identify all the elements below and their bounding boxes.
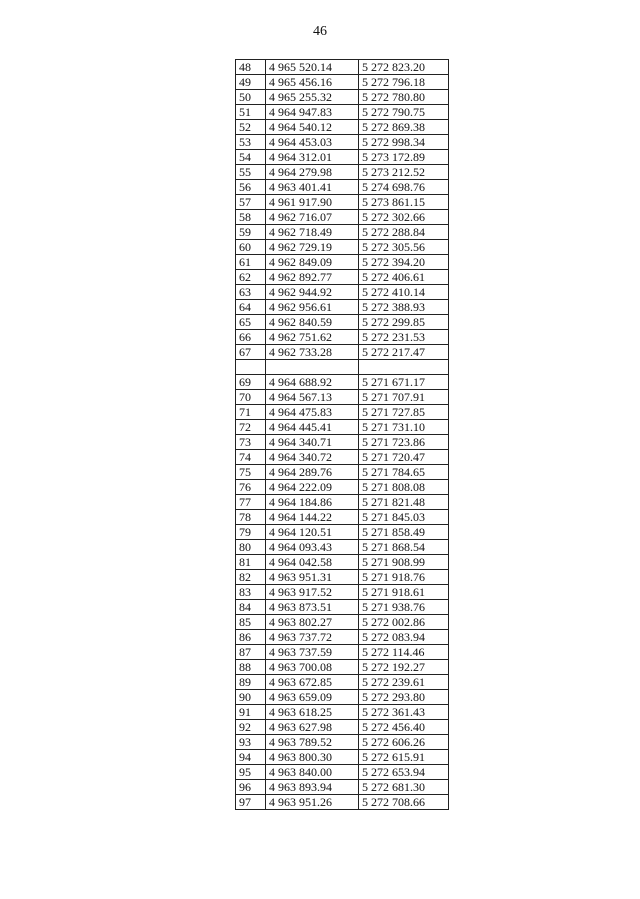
table-row [236,750,449,765]
x-coordinate-cell: 4 964 144.22 [266,510,359,525]
y-coordinate-cell: 5 271 784.65 [359,465,449,480]
table-row [236,570,449,585]
x-coordinate-cell: 4 963 951.31 [266,570,359,585]
y-coordinate-cell: 5 271 821.48 [359,495,449,510]
y-coordinate-cell: 5 272 288.84 [359,225,449,240]
point-number-cell: 55 [236,165,266,180]
point-number-cell: 69 [236,375,266,390]
table-row [236,540,449,555]
y-coordinate-cell: 5 271 723.86 [359,435,449,450]
y-coordinate-cell: 5 271 868.54 [359,540,449,555]
table-row [236,450,449,465]
point-number-cell: 48 [236,60,266,75]
table-row [236,135,449,150]
point-number-cell: 65 [236,315,266,330]
y-coordinate-cell: 5 272 615.91 [359,750,449,765]
point-number-cell: 71 [236,405,266,420]
point-number-cell: 81 [236,555,266,570]
x-coordinate-cell: 4 964 279.98 [266,165,359,180]
x-coordinate-cell: 4 964 120.51 [266,525,359,540]
point-number-cell: 63 [236,285,266,300]
y-coordinate-cell: 5 272 305.56 [359,240,449,255]
table-row [236,630,449,645]
table-row [236,525,449,540]
x-coordinate-cell: 4 963 627.98 [266,720,359,735]
table-row [236,90,449,105]
point-number-cell: 89 [236,675,266,690]
y-coordinate-cell: 5 272 394.20 [359,255,449,270]
table-row [236,300,449,315]
x-coordinate-cell: 4 961 917.90 [266,195,359,210]
x-coordinate-cell: 4 964 340.71 [266,435,359,450]
y-coordinate-cell: 5 273 172.89 [359,150,449,165]
y-coordinate-cell: 5 272 790.75 [359,105,449,120]
y-coordinate-cell: 5 271 918.61 [359,585,449,600]
x-coordinate-cell: 4 963 840.00 [266,765,359,780]
y-coordinate-cell: 5 271 808.08 [359,480,449,495]
point-number-cell: 91 [236,705,266,720]
y-coordinate-cell: 5 273 212.52 [359,165,449,180]
point-number-cell: 94 [236,750,266,765]
table-row [236,330,449,345]
point-number-cell: 52 [236,120,266,135]
point-number-cell: 77 [236,495,266,510]
table-row [236,60,449,75]
y-coordinate-cell: 5 271 858.49 [359,525,449,540]
table-row [236,435,449,450]
x-coordinate-cell: 4 962 892.77 [266,270,359,285]
point-number-cell: 59 [236,225,266,240]
table-row [236,480,449,495]
table-row [236,285,449,300]
table-row [236,195,449,210]
y-coordinate-cell: 5 271 731.10 [359,420,449,435]
point-number-cell [236,360,266,375]
x-coordinate-cell: 4 962 729.19 [266,240,359,255]
x-coordinate-cell: 4 964 688.92 [266,375,359,390]
y-coordinate-cell: 5 272 217.47 [359,345,449,360]
point-number-cell: 51 [236,105,266,120]
point-number-cell: 93 [236,735,266,750]
table-row [236,360,449,375]
point-number-cell: 88 [236,660,266,675]
table-row [236,720,449,735]
x-coordinate-cell: 4 962 956.61 [266,300,359,315]
x-coordinate-cell: 4 963 401.41 [266,180,359,195]
point-number-cell: 67 [236,345,266,360]
table-row [236,555,449,570]
point-number-cell: 62 [236,270,266,285]
table-row [236,405,449,420]
y-coordinate-cell: 5 272 293.80 [359,690,449,705]
x-coordinate-cell: 4 962 944.92 [266,285,359,300]
table-row [236,270,449,285]
y-coordinate-cell: 5 271 671.17 [359,375,449,390]
point-number-cell: 84 [236,600,266,615]
y-coordinate-cell: 5 271 720.47 [359,450,449,465]
y-coordinate-cell [359,360,449,375]
y-coordinate-cell: 5 272 002.86 [359,615,449,630]
table-row [236,150,449,165]
coordinates-table-body [236,60,449,810]
table-row [236,75,449,90]
point-number-cell: 76 [236,480,266,495]
table-row [236,705,449,720]
table-row [236,375,449,390]
x-coordinate-cell: 4 965 456.16 [266,75,359,90]
point-number-cell: 96 [236,780,266,795]
x-coordinate-cell: 4 964 540.12 [266,120,359,135]
y-coordinate-cell: 5 272 388.93 [359,300,449,315]
point-number-cell: 86 [236,630,266,645]
y-coordinate-cell: 5 271 727.85 [359,405,449,420]
table-row [236,255,449,270]
x-coordinate-cell: 4 962 718.49 [266,225,359,240]
x-coordinate-cell: 4 964 567.13 [266,390,359,405]
point-number-cell: 54 [236,150,266,165]
x-coordinate-cell: 4 963 873.51 [266,600,359,615]
x-coordinate-cell: 4 965 255.32 [266,90,359,105]
y-coordinate-cell: 5 274 698.76 [359,180,449,195]
y-coordinate-cell: 5 272 681.30 [359,780,449,795]
table-row [236,420,449,435]
x-coordinate-cell: 4 963 789.52 [266,735,359,750]
x-coordinate-cell: 4 962 716.07 [266,210,359,225]
table-row [236,735,449,750]
point-number-cell: 83 [236,585,266,600]
point-number-cell: 78 [236,510,266,525]
table-row [236,510,449,525]
x-coordinate-cell: 4 962 751.62 [266,330,359,345]
coordinates-table [235,59,449,810]
y-coordinate-cell: 5 272 998.34 [359,135,449,150]
table-row [236,240,449,255]
table-row [236,345,449,360]
table-row [236,180,449,195]
point-number-cell: 90 [236,690,266,705]
x-coordinate-cell: 4 964 093.43 [266,540,359,555]
table-row [236,660,449,675]
x-coordinate-cell: 4 963 672.85 [266,675,359,690]
y-coordinate-cell: 5 271 908.99 [359,555,449,570]
y-coordinate-cell: 5 271 918.76 [359,570,449,585]
y-coordinate-cell: 5 272 456.40 [359,720,449,735]
x-coordinate-cell: 4 963 917.52 [266,585,359,600]
point-number-cell: 74 [236,450,266,465]
page-number: 46 [313,24,327,39]
table-row [236,765,449,780]
table-row [236,780,449,795]
point-number-cell: 58 [236,210,266,225]
x-coordinate-cell: 4 962 840.59 [266,315,359,330]
table-row [236,120,449,135]
x-coordinate-cell: 4 964 947.83 [266,105,359,120]
y-coordinate-cell: 5 272 410.14 [359,285,449,300]
x-coordinate-cell: 4 964 312.01 [266,150,359,165]
table-row [236,645,449,660]
point-number-cell: 64 [236,300,266,315]
table-row [236,690,449,705]
y-coordinate-cell: 5 272 796.18 [359,75,449,90]
table-row [236,225,449,240]
y-coordinate-cell: 5 273 861.15 [359,195,449,210]
x-coordinate-cell: 4 962 849.09 [266,255,359,270]
y-coordinate-cell: 5 272 239.61 [359,675,449,690]
table-row [236,165,449,180]
table-row [236,795,449,810]
y-coordinate-cell: 5 272 192.27 [359,660,449,675]
point-number-cell: 66 [236,330,266,345]
y-coordinate-cell: 5 272 302.66 [359,210,449,225]
point-number-cell: 49 [236,75,266,90]
y-coordinate-cell: 5 272 708.66 [359,795,449,810]
table-row [236,390,449,405]
x-coordinate-cell: 4 964 475.83 [266,405,359,420]
x-coordinate-cell: 4 963 700.08 [266,660,359,675]
point-number-cell: 56 [236,180,266,195]
point-number-cell: 95 [236,765,266,780]
x-coordinate-cell: 4 964 445.41 [266,420,359,435]
x-coordinate-cell: 4 963 802.27 [266,615,359,630]
x-coordinate-cell: 4 962 733.28 [266,345,359,360]
y-coordinate-cell: 5 272 606.26 [359,735,449,750]
table-row [236,615,449,630]
x-coordinate-cell: 4 963 618.25 [266,705,359,720]
y-coordinate-cell: 5 272 299.85 [359,315,449,330]
table-row [236,495,449,510]
x-coordinate-cell: 4 963 737.72 [266,630,359,645]
x-coordinate-cell: 4 964 340.72 [266,450,359,465]
point-number-cell: 60 [236,240,266,255]
y-coordinate-cell: 5 271 707.91 [359,390,449,405]
point-number-cell: 82 [236,570,266,585]
point-number-cell: 97 [236,795,266,810]
point-number-cell: 57 [236,195,266,210]
x-coordinate-cell: 4 963 659.09 [266,690,359,705]
x-coordinate-cell [266,360,359,375]
x-coordinate-cell: 4 964 222.09 [266,480,359,495]
y-coordinate-cell: 5 271 938.76 [359,600,449,615]
point-number-cell: 85 [236,615,266,630]
y-coordinate-cell: 5 272 406.61 [359,270,449,285]
point-number-cell: 50 [236,90,266,105]
point-number-cell: 53 [236,135,266,150]
x-coordinate-cell: 4 964 184.86 [266,495,359,510]
y-coordinate-cell: 5 272 361.43 [359,705,449,720]
x-coordinate-cell: 4 965 520.14 [266,60,359,75]
x-coordinate-cell: 4 964 453.03 [266,135,359,150]
point-number-cell: 80 [236,540,266,555]
y-coordinate-cell: 5 272 083.94 [359,630,449,645]
x-coordinate-cell: 4 964 289.76 [266,465,359,480]
point-number-cell: 87 [236,645,266,660]
point-number-cell: 73 [236,435,266,450]
point-number-cell: 61 [236,255,266,270]
x-coordinate-cell: 4 963 737.59 [266,645,359,660]
x-coordinate-cell: 4 964 042.58 [266,555,359,570]
table-row [236,315,449,330]
point-number-cell: 79 [236,525,266,540]
table-row [236,585,449,600]
point-number-cell: 75 [236,465,266,480]
y-coordinate-cell: 5 272 653.94 [359,765,449,780]
point-number-cell: 72 [236,420,266,435]
x-coordinate-cell: 4 963 893.94 [266,780,359,795]
y-coordinate-cell: 5 272 823.20 [359,60,449,75]
y-coordinate-cell: 5 272 780.80 [359,90,449,105]
y-coordinate-cell: 5 272 869.38 [359,120,449,135]
table-row [236,600,449,615]
y-coordinate-cell: 5 271 845.03 [359,510,449,525]
x-coordinate-cell: 4 963 951.26 [266,795,359,810]
x-coordinate-cell: 4 963 800.30 [266,750,359,765]
table-row [236,465,449,480]
y-coordinate-cell: 5 272 231.53 [359,330,449,345]
table-row [236,105,449,120]
table-row [236,210,449,225]
point-number-cell: 92 [236,720,266,735]
point-number-cell: 70 [236,390,266,405]
table-row [236,675,449,690]
y-coordinate-cell: 5 272 114.46 [359,645,449,660]
